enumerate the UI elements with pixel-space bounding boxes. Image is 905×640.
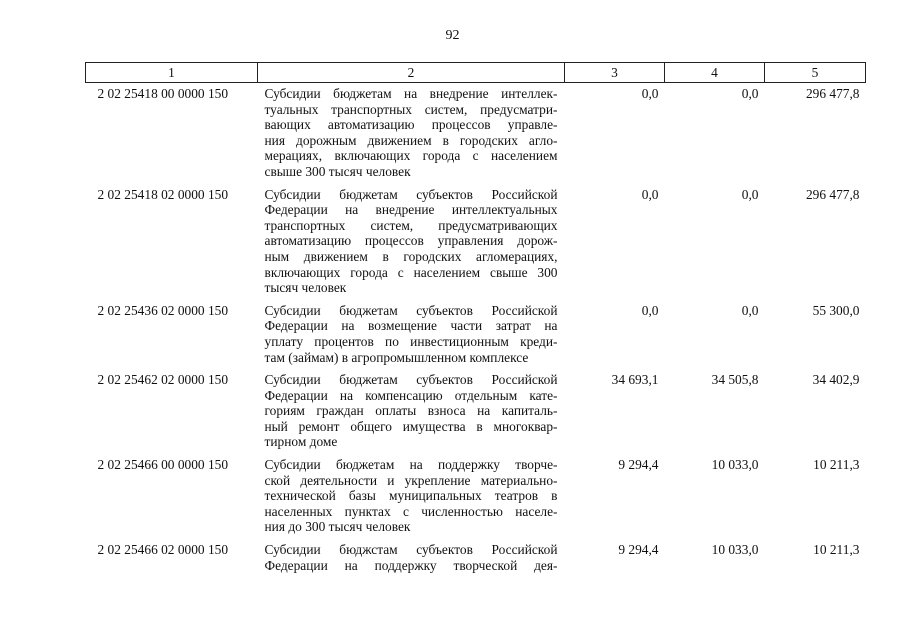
name-line: тысяч человек — [264, 280, 347, 296]
name-line: Субсидии бюджетам на внедрение интеллек- — [264, 86, 558, 101]
name-line: населенных пунктах с численностью населе- — [264, 503, 558, 519]
table-row — [86, 303, 866, 372]
value-col-3: 9 294,4 — [618, 542, 659, 558]
name-line: гориям граждан оплаты взноса на капиталь- — [264, 403, 558, 419]
name-line: Федерации на возмещение части затрат на — [264, 318, 558, 334]
name-line: свыше 300 тысяч человек — [264, 163, 411, 179]
column-header-2: 2 — [258, 63, 565, 83]
table-row — [86, 457, 866, 542]
name-line: Субсидии бюджстам субъектов Российской — [264, 542, 558, 558]
name-line: там (займам) в агропромышленном комплексе — [264, 349, 529, 365]
budget-item-name — [258, 187, 565, 303]
value-col-5: 55 300,0 — [812, 302, 860, 318]
budget-code: 2 02 25466 00 0000 150 — [97, 457, 229, 473]
name-line: ным движением в городских агломерациях, — [264, 248, 558, 264]
name-line: Федерации на внедрение интеллектуальных — [264, 202, 558, 218]
name-line: Субсидии бюджетам субъектов Российской — [264, 186, 558, 202]
name-line: автоматизацию процессов управления дорож- — [264, 233, 558, 249]
name-line: Субсидии бюджетам субъектов Российской — [264, 372, 558, 388]
budget-table — [85, 62, 866, 580]
value-col-5: 34 402,9 — [812, 372, 860, 388]
column-header-1: 1 — [86, 63, 258, 83]
name-line: Федерации на поддержку творческой дея- — [264, 557, 558, 573]
value-col-5: 10 211,3 — [813, 542, 860, 558]
name-line: ской деятельности и укрепление материально- — [264, 472, 558, 488]
value-col-4: 10 033,0 — [711, 457, 759, 473]
budget-code: 2 02 25418 02 0000 150 — [97, 186, 229, 202]
name-line: ный ремонт общего имущества в многоквар- — [264, 418, 558, 434]
value-col-3: 0,0 — [641, 86, 659, 101]
column-header-3: 3 — [565, 63, 665, 83]
value-col-3: 0,0 — [641, 302, 659, 318]
name-line: ния до 300 тысяч человек — [264, 519, 411, 535]
name-line: технической базы муниципальных театров в — [264, 488, 558, 504]
budget-item-name — [258, 372, 565, 457]
value-col-5: 296 477,8 — [805, 186, 860, 202]
name-line: Субсидии бюджетам на поддержку творче- — [264, 457, 558, 473]
budget-code: 2 02 25466 02 0000 150 — [97, 542, 229, 558]
value-col-4: 0,0 — [741, 302, 759, 318]
name-line: вающих автоматизацию процессов управле- — [264, 117, 558, 133]
name-line: транспортных систем, предусматривающих — [264, 217, 558, 233]
name-line: Федерации на компенсацию отдельным кате- — [264, 387, 558, 403]
budget-code: 2 02 25418 00 0000 150 — [97, 86, 229, 101]
table-row — [86, 542, 866, 580]
value-col-3: 34 693,1 — [611, 372, 659, 388]
value-col-4: 10 033,0 — [711, 542, 759, 558]
budget-item-name — [258, 83, 565, 187]
name-line: уплату процентов по инвестиционным креди- — [264, 333, 558, 349]
budget-code: 2 02 25436 02 0000 150 — [97, 302, 229, 318]
name-line: мерациях, включающих города с населением — [264, 148, 558, 164]
value-col-5: 10 211,3 — [813, 457, 860, 473]
column-header-5: 5 — [765, 63, 866, 83]
table-row — [86, 83, 866, 187]
name-line: туальных транспортных систем, предусматри- — [264, 101, 558, 117]
name-line: Субсидии бюджетам субъектов Российской — [264, 302, 558, 318]
budget-item-name — [258, 457, 565, 542]
value-col-3: 9 294,4 — [618, 457, 659, 473]
name-line: тирном доме — [264, 434, 338, 450]
budget-code: 2 02 25462 02 0000 150 — [97, 372, 229, 388]
table-row — [86, 372, 866, 457]
name-line: включающих города с населением свыше 300 — [264, 264, 558, 280]
page-number: 92 — [445, 28, 460, 43]
table-header-row — [86, 63, 866, 83]
budget-item-name — [258, 542, 565, 580]
column-header-4: 4 — [665, 63, 765, 83]
name-line: ния дорожным движением в городских агло- — [264, 132, 558, 148]
value-col-4: 0,0 — [741, 186, 759, 202]
value-col-3: 0,0 — [641, 186, 659, 202]
value-col-5: 296 477,8 — [805, 86, 860, 101]
budget-item-name — [258, 303, 565, 372]
table-body — [86, 83, 866, 581]
value-col-4: 34 505,8 — [711, 372, 759, 388]
value-col-4: 0,0 — [741, 86, 759, 101]
table-row — [86, 187, 866, 303]
